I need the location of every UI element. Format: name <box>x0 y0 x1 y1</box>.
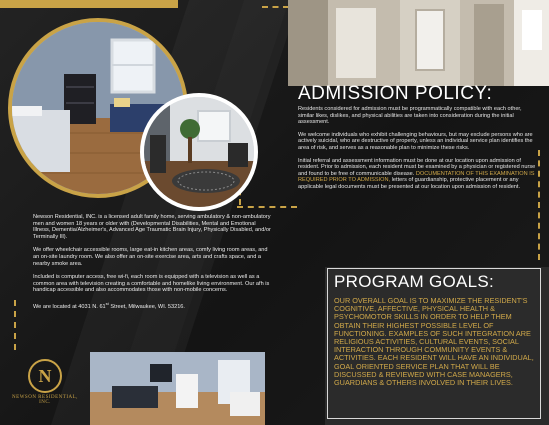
admission-text: letters of guardianship, protective placement or any applicable legal documents must be presented at our location upon admission of resident. <box>298 177 521 190</box>
admission-highlight: DOCUMENTATION OF THIS EXAMINATION IS REQUIRED PRIOR TO ADMISSION, <box>298 170 535 184</box>
admission-policy-section <box>298 84 536 197</box>
program-goals-text: OUR OVERALL GOAL IS TO MAXIMIZE THE RESIDENT'S COGNITIVE, AFFECTIVE, PHYSICAL HEALTH & PSYCHOMOTOR SKILLS IN ORDER TO HELP THEM OBTAIN THEIR HIGHEST POSSIBLE LEVEL OF FUNCTIONING. EXAMPLES OF SUCH INTEGRATION ARE RELIGIOUS ACTIVITIES, CULTURAL EVENTS, SOCIAL INTERACTION THROUGH COMMUNITY EVENTS & ACTIVITIES. EACH RESIDENT WILL HAVE AN INDIVIDUAL, GOAL ORIENTED SERVICE PLAN THAT WILL BE DISCUSSED & REVIEWED WITH CASE MANAGERS, GUARDIANS & OTHERS INVOLVED IN THEIR LIVES. <box>334 296 534 388</box>
program-goals-heading: PROGRAM GOALS: <box>334 272 495 291</box>
room-photo <box>90 352 265 425</box>
company-logo <box>6 357 84 421</box>
logo-text: NEWSON RESIDENTIAL, INC. <box>12 395 78 405</box>
living-area-photo <box>140 93 258 211</box>
admission-paragraph: Residents considered for admission must be programmatically compatible with each other, similar likes, dislikes, and physical abilities are taken into consideration during the initial assessment. <box>298 106 522 126</box>
admission-paragraph: We welcome individuals who exhibit challenging behaviours, but may exclude persons who are actively suicidal, who are destructive of property, unless an individual service plan identifies the area of risk, and serves as a reasonable plan to minimize these risks. <box>298 131 533 151</box>
interior-photo <box>288 0 549 86</box>
gold-accent-bar <box>0 0 178 8</box>
admission-text: Initial referral and assessment information must be done at our location upon admission of resident. Prior to admission, each resident must be examined by a physician or registered nurse and found to be free of communicable disease. <box>298 157 536 177</box>
location-prefix: We are located at 4031 N. 61 <box>33 303 106 310</box>
about-section <box>33 214 273 317</box>
dashed-divider <box>237 206 297 208</box>
dashed-divider <box>14 300 16 350</box>
about-paragraph: Included is computer access, free wi-fi, each room is equipped with a television as well as a common area with television creating a comfortable and homelike living environment. Our afh is handicap accessible and also accommodates those with non-mobile concerns. <box>33 274 270 294</box>
admission-policy-heading: ADMISSION POLICY: <box>298 83 493 104</box>
logo-monogram: N <box>28 359 62 393</box>
admission-paragraph <box>298 158 536 191</box>
about-paragraph: We offer wheelchair accessible rooms, large eat-in kitchen areas, comfy living room areas, and an on-site laundry room. We also offer an on-site exercise area, arts and crafts space, and a nearby smoke area. <box>33 247 268 267</box>
about-paragraph: Newson Residential, INC. is a licensed adult family home, serving ambulatory & non-ambulatory men and women 18 years or older with (Developmental Disabilities, Mental and Emotional Illness, Dementia/Alzheimer's, Advanced Age Traumatic Brain Injury, Physically Disabled, and/or Terminally Ill). <box>33 214 271 240</box>
location-suffix-sup: st <box>105 300 109 306</box>
location-suffix: Street, Milwaukee, WI. 53216. <box>108 303 185 310</box>
dashed-divider <box>538 150 540 260</box>
location-line <box>33 301 273 310</box>
